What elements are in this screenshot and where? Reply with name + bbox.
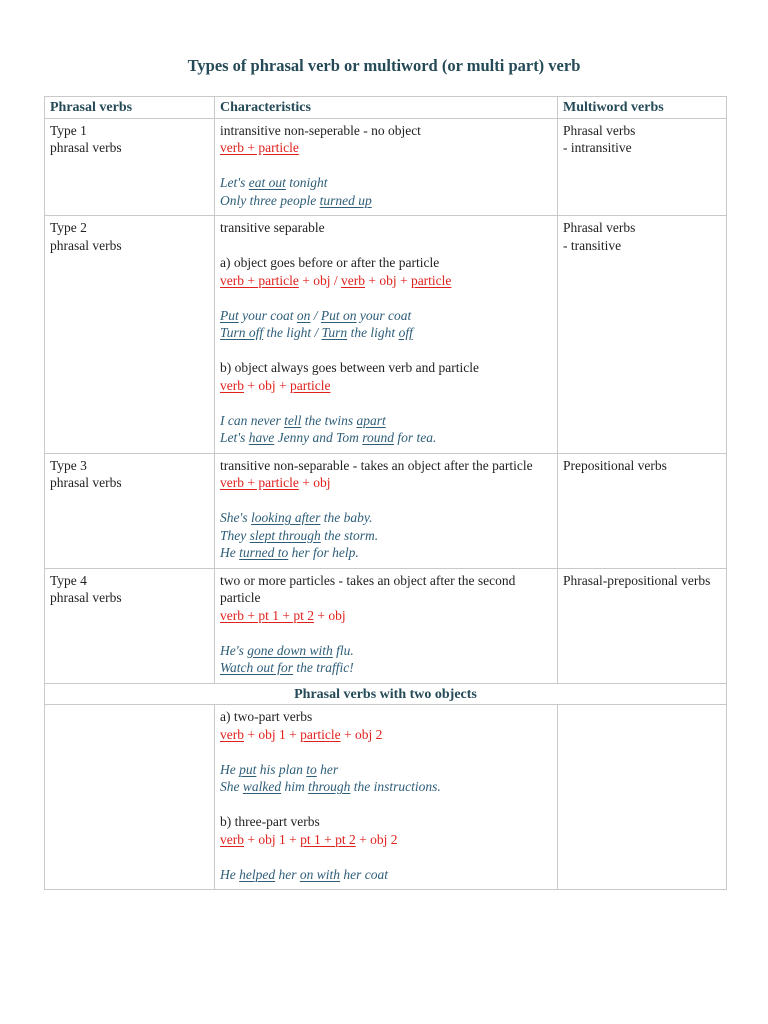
header-characteristics: Characteristics — [215, 97, 558, 119]
multiword-cell — [558, 568, 727, 683]
type-sub-label: phrasal verbs — [50, 140, 122, 155]
multiword-sub-label: - transitive — [563, 237, 622, 253]
table-row — [45, 118, 727, 216]
example: They slept through the storm. — [220, 527, 379, 543]
multiword-label: Phrasal verbs — [563, 220, 636, 235]
subtype-label: a) two-part verbs — [220, 709, 313, 724]
header-phrasal-verbs: Phrasal verbs — [45, 97, 215, 119]
table-row — [45, 705, 727, 890]
type-cell — [45, 453, 215, 568]
formula: verb + obj 1 + pt 1 + pt 2 + obj 2 — [220, 831, 398, 847]
multiword-label: Phrasal verbs — [563, 122, 636, 138]
type-cell — [45, 118, 215, 216]
header-row — [45, 97, 727, 119]
characteristics-cell — [215, 216, 558, 454]
type-cell — [45, 216, 215, 454]
empty-cell — [558, 705, 727, 890]
type-cell — [45, 568, 215, 683]
example: Turn off the light / Turn the light off — [220, 325, 413, 340]
section-heading: Phrasal verbs with two objects — [45, 683, 727, 705]
type-label: Type 2 — [50, 220, 87, 235]
empty-cell — [45, 705, 215, 890]
subtype-label: b) three-part verbs — [220, 814, 320, 829]
description: intransitive non-seperable - no object — [220, 122, 421, 138]
formula: verb + obj + particle — [220, 377, 331, 393]
example: I can never tell the twins apart — [220, 412, 386, 428]
type-label: Type 4 — [50, 572, 87, 588]
formula: verb + pt 1 + pt 2 + obj — [220, 607, 346, 623]
multiword-label: Prepositional verbs — [563, 457, 667, 473]
subtype-label: b) object always goes between verb and particle — [220, 360, 480, 375]
example: Let's have Jenny and Tom round for tea. — [220, 430, 437, 445]
characteristics-cell — [215, 568, 558, 683]
multiword-cell — [558, 118, 727, 216]
formula: verb + particle + obj / verb + obj + particle — [220, 272, 452, 288]
characteristics-cell — [215, 453, 558, 568]
multiword-label: Phrasal-prepositional verbs — [563, 572, 711, 588]
multiword-sub-label: - intransitive — [563, 140, 632, 155]
type-label: Type 1 — [50, 122, 87, 138]
header-multiword-verbs: Multiword verbs — [558, 97, 727, 119]
example: She walked him through the instructions. — [220, 779, 441, 794]
formula: verb + particle — [220, 140, 299, 155]
characteristics-cell — [215, 705, 558, 890]
type-label: Type 3 — [50, 457, 87, 473]
multiword-cell — [558, 216, 727, 454]
example: Let's eat out tonight — [220, 175, 328, 190]
formula: verb + particle + obj — [220, 475, 331, 490]
section-heading-row — [45, 683, 727, 705]
example: He's gone down with flu. — [220, 642, 354, 658]
type-sub-label: phrasal verbs — [50, 475, 122, 490]
table-row — [45, 216, 727, 454]
phrasal-verbs-table — [44, 96, 727, 890]
example: Watch out for the traffic! — [220, 660, 354, 675]
example: Put your coat on / Put on your coat — [220, 307, 412, 323]
page-title: Types of phrasal verb or multiword (or multi part) verb — [187, 56, 581, 75]
type-sub-label: phrasal verbs — [50, 237, 122, 253]
subtype-label: a) object goes before or after the particle — [220, 255, 440, 270]
table-row — [45, 453, 727, 568]
characteristics-cell — [215, 118, 558, 216]
example: He helped her on with her coat — [220, 866, 389, 882]
description: transitive separable — [220, 220, 325, 235]
example: She's looking after the baby. — [220, 510, 373, 525]
example: Only three people turned up — [220, 192, 372, 208]
multiword-cell — [558, 453, 727, 568]
description: two or more particles - takes an object after the second particle — [220, 572, 516, 605]
formula: verb + obj 1 + particle + obj 2 — [220, 726, 383, 742]
example: He turned to her for help. — [220, 545, 359, 560]
example: He put his plan to her — [220, 761, 339, 777]
type-sub-label: phrasal verbs — [50, 590, 122, 605]
description: transitive non-separable - takes an object after the particle — [220, 457, 533, 473]
table-row — [45, 568, 727, 683]
